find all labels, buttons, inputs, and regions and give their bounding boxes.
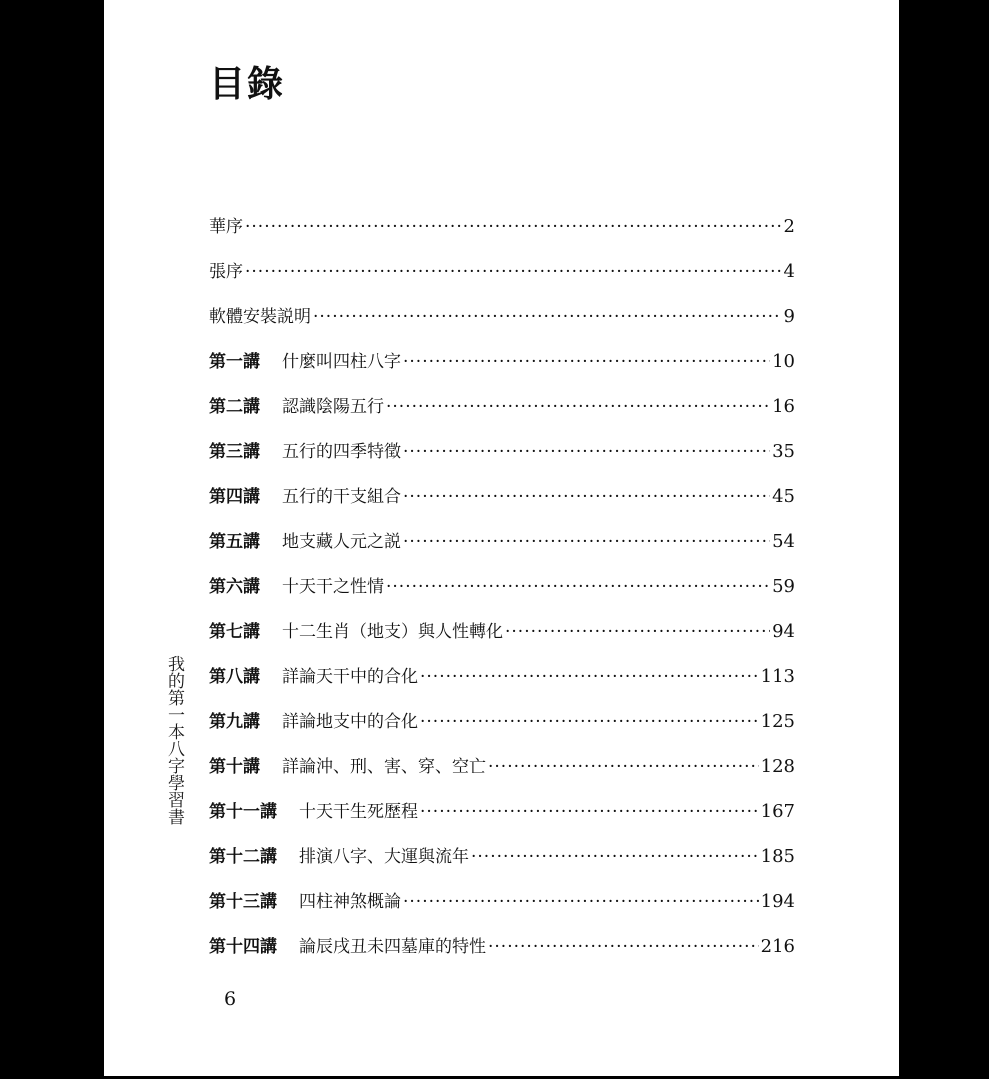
toc-entry-title: 十天干之性情 [282,577,384,597]
dot-leader [403,487,770,507]
toc-entry-page: 59 [772,576,795,597]
toc-entry-chapter: 第十一講 [209,802,277,822]
toc-entry-page: 94 [772,621,795,642]
toc-entry-title: 詳論沖、刑、害、穿、空亡 [282,757,486,777]
toc-entry-title: 五行的四季特徵 [282,442,401,462]
toc-entry-chapter: 第七講 [209,622,260,642]
toc-entry[interactable] [209,302,795,347]
page-title: 目錄 [209,63,286,105]
toc-entry-chapter: 第十四講 [209,937,277,957]
dot-leader [420,667,759,687]
toc-entry-page: 125 [760,711,795,732]
toc-entry[interactable] [209,392,795,437]
toc-entry-title: 張序 [209,262,243,282]
toc-entry-page: 194 [760,891,795,912]
toc-entry-title: 認識陰陽五行 [282,397,384,417]
toc-entry-title: 十二生肖（地支）與人性轉化 [282,622,503,642]
book-title-vertical: 我的第一本八字學習書 [164,655,184,825]
toc-entry-page: 45 [772,486,795,507]
toc-entry-page: 113 [760,666,795,687]
toc-entry-chapter: 第九講 [209,712,260,732]
page-number: 6 [224,988,237,1010]
toc-entry-title: 十天干生死歷程 [299,802,418,822]
dot-leader [403,532,770,552]
dot-leader [420,712,759,732]
toc-entry-page: 35 [772,441,795,462]
toc-entry-title: 華序 [209,217,243,237]
toc-entry[interactable] [209,842,795,887]
toc-entry-page: 10 [772,351,795,372]
toc-entry[interactable] [209,617,795,662]
table-of-contents [209,212,795,977]
toc-entry-title: 詳論地支中的合化 [282,712,418,732]
dot-leader [403,352,770,372]
toc-entry[interactable] [209,572,795,617]
toc-entry-page: 2 [783,216,795,237]
toc-entry-chapter: 第十講 [209,757,260,777]
dot-leader [488,757,759,777]
toc-entry-title: 詳論天干中的合化 [282,667,418,687]
dot-leader [245,217,782,237]
toc-entry-title: 排演八字、大運與流年 [299,847,469,867]
toc-entry-chapter: 第三講 [209,442,260,462]
toc-entry-chapter: 第二講 [209,397,260,417]
toc-entry-page: 54 [772,531,795,552]
toc-entry-page: 167 [760,801,795,822]
toc-entry-chapter: 第八講 [209,667,260,687]
dot-leader [403,892,759,912]
toc-entry-chapter: 第五講 [209,532,260,552]
dot-leader [403,442,770,462]
toc-entry-page: 16 [772,396,795,417]
toc-entry[interactable] [209,662,795,707]
toc-entry-chapter: 第四講 [209,487,260,507]
toc-entry[interactable] [209,437,795,482]
toc-entry-chapter: 第十三講 [209,892,277,912]
dot-leader [488,937,759,957]
dot-leader [420,802,759,822]
toc-entry-page: 216 [760,936,795,957]
dot-leader [245,262,782,282]
toc-entry-page: 185 [760,846,795,867]
toc-entry[interactable] [209,752,795,797]
toc-entry[interactable] [209,887,795,932]
toc-entry-title: 四柱神煞概論 [299,892,401,912]
dot-leader [386,577,770,597]
toc-entry-chapter: 第六講 [209,577,260,597]
toc-entry-chapter: 第十二講 [209,847,277,867]
toc-entry-page: 128 [760,756,795,777]
toc-entry[interactable] [209,707,795,752]
toc-entry-chapter: 第一講 [209,352,260,372]
dot-leader [313,307,782,327]
dot-leader [471,847,759,867]
dot-leader [386,397,770,417]
book-page [104,0,899,1079]
toc-entry[interactable] [209,527,795,572]
toc-entry-page: 4 [783,261,795,282]
toc-entry[interactable] [209,482,795,527]
toc-entry-title: 軟體安裝説明 [209,307,311,327]
toc-entry-title: 五行的干支組合 [282,487,401,507]
toc-entry[interactable] [209,212,795,257]
toc-entry[interactable] [209,347,795,392]
toc-entry-page: 9 [783,306,795,327]
toc-entry[interactable] [209,797,795,842]
toc-entry-title: 地支藏人元之説 [282,532,401,552]
dot-leader [505,622,770,642]
toc-entry[interactable] [209,932,795,977]
toc-entry[interactable] [209,257,795,302]
toc-entry-title: 什麼叫四柱八字 [282,352,401,372]
toc-entry-title: 論辰戌丑未四墓庫的特性 [299,937,486,957]
